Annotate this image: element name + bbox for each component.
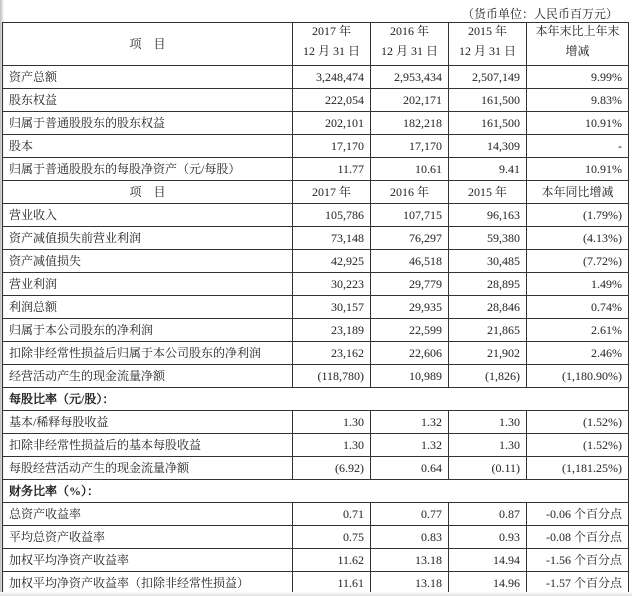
value-change: -1.57 个百分点 xyxy=(527,572,629,595)
value-change: 0.74% xyxy=(527,296,629,319)
financial-summary-table xyxy=(2,22,629,595)
table-header-2 xyxy=(3,181,629,204)
value-2015: (0.11) xyxy=(449,457,527,480)
value-2015: 28,895 xyxy=(449,273,527,296)
value-2015: 9.41 xyxy=(449,158,527,181)
value-2017: 222,054 xyxy=(293,89,371,112)
header2-change: 本年同比增减 xyxy=(527,181,629,204)
row-label: 扣除非经常性损益后归属于本公司股东的净利润 xyxy=(3,342,293,365)
currency-unit-note: （货币单位：人民币百万元） xyxy=(461,7,618,21)
value-2015: 0.87 xyxy=(449,503,527,526)
value-2015: 161,500 xyxy=(449,89,527,112)
value-2016: 10.61 xyxy=(371,158,449,181)
value-change: 9.83% xyxy=(527,89,629,112)
row-label: 扣除非经常性损益后的基本每股收益 xyxy=(3,434,293,457)
value-2017: 1.30 xyxy=(293,434,371,457)
value-change: (7.72%) xyxy=(527,250,629,273)
row-label: 归属于普通股股东的每股净资产（元/每股） xyxy=(3,158,293,181)
section-title: 财务比率（%）： xyxy=(3,480,629,503)
row-label: 利润总额 xyxy=(3,296,293,319)
value-change: 2.46% xyxy=(527,342,629,365)
row-label: 资产减值损失 xyxy=(3,250,293,273)
table-row xyxy=(3,549,629,572)
section-header xyxy=(3,480,629,503)
row-label: 归属于普通股股东的股东权益 xyxy=(3,112,293,135)
table-row xyxy=(3,112,629,135)
value-change: 1.49% xyxy=(527,273,629,296)
value-2017: (118,780) xyxy=(293,365,371,388)
value-2016: 0.64 xyxy=(371,457,449,480)
value-2017: 73,148 xyxy=(293,227,371,250)
table-row xyxy=(3,457,629,480)
table-row xyxy=(3,434,629,457)
value-change: (1.52%) xyxy=(527,434,629,457)
value-change: (1,180.90%) xyxy=(527,365,629,388)
value-2016: 13.18 xyxy=(371,572,449,595)
value-2016: 76,297 xyxy=(371,227,449,250)
value-2016: 22,599 xyxy=(371,319,449,342)
value-2015: 21,865 xyxy=(449,319,527,342)
value-change: (1.79%) xyxy=(527,204,629,227)
row-label: 加权平均净资产收益率（扣除非经常性损益） xyxy=(3,572,293,595)
header-2017: 2017 年 12 月 31 日 xyxy=(293,23,371,66)
value-2015: 14,309 xyxy=(449,135,527,158)
section-title: 每股比率（元/股）： xyxy=(3,388,629,411)
value-2016: 17,170 xyxy=(371,135,449,158)
value-2015: (1,826) xyxy=(449,365,527,388)
value-2015: 161,500 xyxy=(449,112,527,135)
value-change: 10.91% xyxy=(527,112,629,135)
page-bottom-shadow xyxy=(0,592,632,596)
table-row xyxy=(3,66,629,89)
value-change: -1.56 个百分点 xyxy=(527,549,629,572)
row-label: 资产总额 xyxy=(3,66,293,89)
row-label: 加权平均净资产收益率 xyxy=(3,549,293,572)
value-2017: 0.71 xyxy=(293,503,371,526)
value-2017: 105,786 xyxy=(293,204,371,227)
value-2017: 202,101 xyxy=(293,112,371,135)
value-2016: 202,171 xyxy=(371,89,449,112)
value-2015: 14.94 xyxy=(449,549,527,572)
value-2016: 22,606 xyxy=(371,342,449,365)
value-change: (1.52%) xyxy=(527,411,629,434)
row-label: 每股经营活动产生的现金流量净额 xyxy=(3,457,293,480)
value-2015: 0.93 xyxy=(449,526,527,549)
header-change: 本年末比上年末 增减 xyxy=(527,23,629,66)
value-2017: 23,162 xyxy=(293,342,371,365)
value-2015: 1.30 xyxy=(449,434,527,457)
table-row xyxy=(3,135,629,158)
header-2016: 2016 年 12 月 31 日 xyxy=(371,23,449,66)
value-2017: 3,248,474 xyxy=(293,66,371,89)
value-2015: 28,846 xyxy=(449,296,527,319)
value-2015: 30,485 xyxy=(449,250,527,273)
value-2016: 107,715 xyxy=(371,204,449,227)
table-row xyxy=(3,365,629,388)
value-2017: 11.62 xyxy=(293,549,371,572)
value-2017: 17,170 xyxy=(293,135,371,158)
value-2016: 10,989 xyxy=(371,365,449,388)
value-change: 9.99% xyxy=(527,66,629,89)
value-2015: 1.30 xyxy=(449,411,527,434)
header-item: 项 目 xyxy=(3,23,293,66)
table-row xyxy=(3,250,629,273)
value-2016: 46,518 xyxy=(371,250,449,273)
row-label: 平均总资产收益率 xyxy=(3,526,293,549)
table-row xyxy=(3,296,629,319)
table-row xyxy=(3,204,629,227)
value-2016: 1.32 xyxy=(371,434,449,457)
row-label: 总资产收益率 xyxy=(3,503,293,526)
value-change: 2.61% xyxy=(527,319,629,342)
table-row xyxy=(3,342,629,365)
row-label: 营业利润 xyxy=(3,273,293,296)
value-change: -0.06 个百分点 xyxy=(527,503,629,526)
value-2016: 1.32 xyxy=(371,411,449,434)
value-change: (4.13%) xyxy=(527,227,629,250)
row-label: 资产减值损失前营业利润 xyxy=(3,227,293,250)
value-2016: 29,779 xyxy=(371,273,449,296)
value-2016: 29,935 xyxy=(371,296,449,319)
value-2017: (6.92) xyxy=(293,457,371,480)
row-label: 归属于本公司股东的净利润 xyxy=(3,319,293,342)
value-2017: 23,189 xyxy=(293,319,371,342)
header2-y2017: 2017 年 xyxy=(293,181,371,204)
table-row xyxy=(3,411,629,434)
table-header xyxy=(3,23,629,66)
value-2016: 13.18 xyxy=(371,549,449,572)
value-2015: 96,163 xyxy=(449,204,527,227)
value-2015: 59,380 xyxy=(449,227,527,250)
row-label: 股东权益 xyxy=(3,89,293,112)
header-2015: 2015 年 12 月 31 日 xyxy=(449,23,527,66)
table-row xyxy=(3,89,629,112)
row-label: 股本 xyxy=(3,135,293,158)
value-2015: 21,902 xyxy=(449,342,527,365)
header2-y2016: 2016 年 xyxy=(371,181,449,204)
value-2017: 30,223 xyxy=(293,273,371,296)
value-change: - xyxy=(527,135,629,158)
value-change: -0.08 个百分点 xyxy=(527,526,629,549)
table-row xyxy=(3,273,629,296)
table-row xyxy=(3,526,629,549)
table-row xyxy=(3,158,629,181)
header2-y2015: 2015 年 xyxy=(449,181,527,204)
row-label: 经营活动产生的现金流量净额 xyxy=(3,365,293,388)
value-2016: 182,218 xyxy=(371,112,449,135)
table-row xyxy=(3,319,629,342)
value-change: 10.91% xyxy=(527,158,629,181)
value-2017: 0.75 xyxy=(293,526,371,549)
value-2016: 0.83 xyxy=(371,526,449,549)
value-2015: 2,507,149 xyxy=(449,66,527,89)
value-2017: 42,925 xyxy=(293,250,371,273)
section-header xyxy=(3,388,629,411)
row-label: 基本/稀释每股收益 xyxy=(3,411,293,434)
value-2015: 14.96 xyxy=(449,572,527,595)
value-change: (1,181.25%) xyxy=(527,457,629,480)
value-2017: 30,157 xyxy=(293,296,371,319)
row-label: 营业收入 xyxy=(3,204,293,227)
value-2016: 0.77 xyxy=(371,503,449,526)
value-2017: 11.77 xyxy=(293,158,371,181)
table-row xyxy=(3,503,629,526)
value-2017: 11.61 xyxy=(293,572,371,595)
value-2017: 1.30 xyxy=(293,411,371,434)
value-2016: 2,953,434 xyxy=(371,66,449,89)
table-row xyxy=(3,227,629,250)
header2-item: 项 目 xyxy=(3,181,293,204)
